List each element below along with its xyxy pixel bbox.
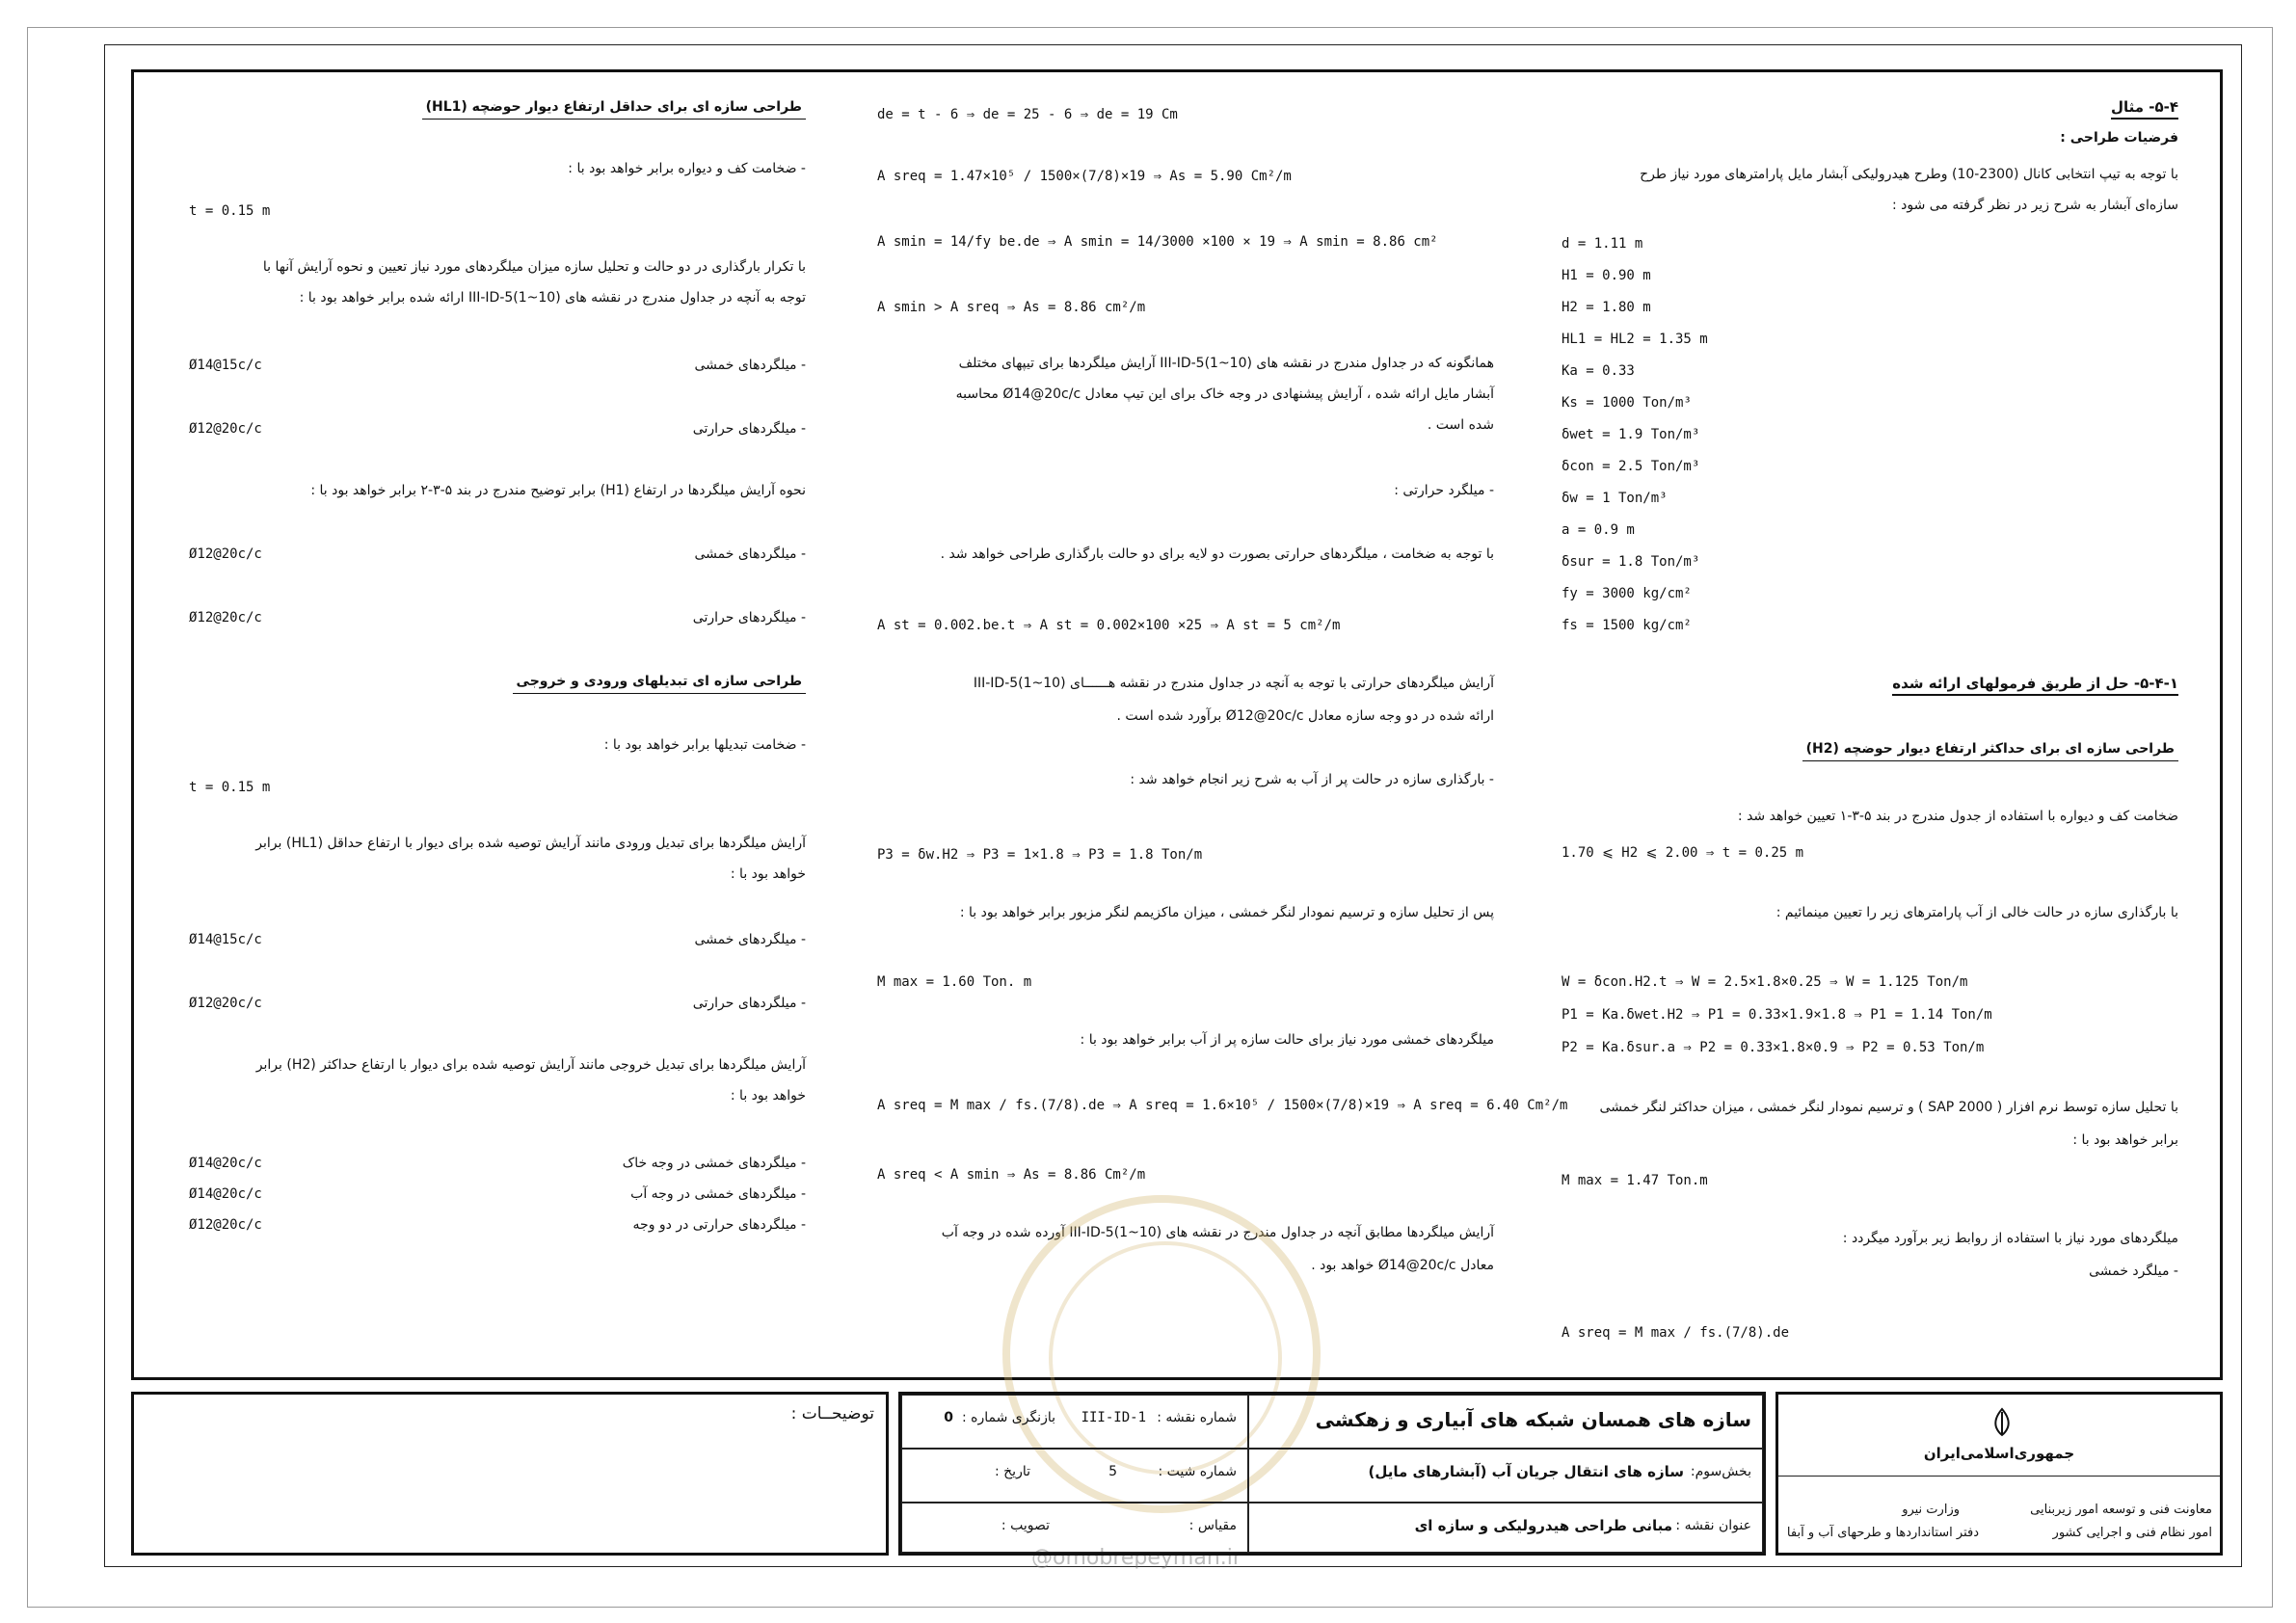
thermal-label: - میلگرد حرارتی : [1394,483,1494,498]
param-dw: δw = 1 Ton/m³ [1562,491,1668,506]
param-fs: fs = 1500 kg/cm² [1562,618,1692,633]
rebar-row-value: Ø12@20c/c [189,610,262,625]
map-title-label: عنوان نقشه : [1675,1518,1751,1533]
org-right-1: وزارت نیرو [1902,1503,1960,1517]
repeat-line-1: با تکرار بارگذاری در دو حالت و تحلیل سازه میزان میلگردهای مورد نیاز تعیین و نحوه آرایش آنها با [262,259,806,275]
para2-line-1: آرایش میلگردهای حرارتی با توجه به آنچه در جداول مندرج در نقشه هــــــای III-ID-5(1~10) [973,676,1494,691]
para1-line-2: آبشار مایل ارائه شده ، آرایش پیشنهادی در وجه خاک برای این تیپ معادل Ø14@20c/c محاسبه [955,386,1494,402]
para1-line-1: همانگونه که در جداول مندرج در نقشه های III-ID-5(1~10) آرایش میلگردها برای تیپهای مختلف [958,356,1494,371]
rebar-row-value: Ø12@20c/c [189,1217,262,1233]
notes-box [131,1392,889,1556]
inlet-line-1: آرایش میلگردها برای تبدیل ورودی مانند آرایش توصیه شده برای دیوار با ارتفاع حداقل (HL1) برابر [255,836,806,851]
de-formula: de = t - 6 ⇒ de = 25 - 6 ⇒ de = 19 Cm [877,107,1178,122]
rebar-row-label: - میلگردهای حرارتی در دو وجه [632,1217,806,1233]
rebar-row-value: Ø14@15c/c [189,358,262,373]
transition-title: طراحی سازه ای تبدیلهای ورودی و خروجی [513,671,806,694]
main-title: سازه های همسان شبکه های آبیاری و زهکشی [1315,1408,1751,1431]
thermal-text: با توجه به ضخامت ، میلگردهای حرارتی بصورت دو لایه برای دو حالت بارگذاری طراحی خواهد شد . [940,546,1494,562]
h2-design-title: طراحی سازه ای برای حداکثر ارتفاع دیوار حوضچه (H2) [1802,738,2178,761]
load-formula-w: W = δcon.H2.t ⇒ W = 2.5×1.8×0.25 ⇒ W = 1.125 Ton/m [1562,974,1968,990]
para3-line-2: معادل Ø14@20c/c خواهد بود . [1311,1258,1494,1273]
rebar-row-value: Ø14@20c/c [189,1156,262,1171]
rebar-needed: میلگردهای مورد نیاز با استفاده از روابط زیر برآورد میگردد : [1842,1231,2178,1246]
org-right-2: دفتر استانداردها و طرحهای آب و آبفا [1786,1526,1979,1540]
mmax-2: M max = 1.60 Ton. m [877,974,1032,990]
section-label: بخش‌سوم: [1690,1464,1751,1479]
loading-text: با بارگذاری سازه در حالت خالی از آب پارامترهای زیر را تعیین مینمائیم : [1775,905,2178,920]
date-label: تاریخ : [994,1464,1030,1479]
rebar-row-value: Ø12@20c/c [189,546,262,562]
rebar-row-label: - میلگردهای خمشی [694,546,806,562]
water-load: - بارگذاری سازه در حالت پر از آب به شرح زیر انجام خواهد شد : [1130,772,1494,787]
thickness-formula: 1.70 ⩽ H2 ⩽ 2.00 ⇒ t = 0.25 m [1562,845,1804,861]
left-column [189,89,806,1370]
t-value-2: t = 0.15 m [189,780,271,795]
param-fy: fy = 3000 kg/cm² [1562,586,1692,601]
param-ks: Ks = 1000 Ton/m³ [1562,395,1692,411]
example-heading: ۵-۴- مثال [2111,98,2178,120]
h1-text: نحوه آرایش میلگردها در ارتفاع (H1) برابر توضیح مندرج در بند ۵-۳-۲ برابر خواهد بود با : [310,483,806,498]
para2-line-2: ارائه شده در دو وجه سازه معادل Ø12@20c/c برآورد شده است . [1116,708,1494,724]
param-a: a = 0.9 m [1562,522,1635,538]
asreq-1: A sreq = 1.47×10⁵ / 1500×(7/8)×19 ⇒ As = 5.90 Cm²/m [877,169,1292,184]
para1-line-3: شده است . [1427,417,1494,433]
middle-column [877,89,1568,1370]
hl1-design-title: طراحی سازه ای برای حداقل ارتفاع دیوار حوضچه (HL1) [422,96,806,120]
rebar-row-label: - میلگردهای حرارتی [692,421,806,437]
load-formula-p1: P1 = Ka.δwet.H2 ⇒ P1 = 0.33×1.9×1.8 ⇒ P1 = 1.14 Ton/m [1562,1007,1992,1023]
transition-thickness: - ضخامت تبدیلها برابر خواهد بود با : [603,737,806,753]
param-hl: HL1 = HL2 = 1.35 m [1562,332,1708,347]
sheet-no-label: شماره شیت : [1158,1464,1237,1479]
org-left-2: امور نظام فنی و اجرایی کشور [2052,1526,2212,1540]
approval-label: تصویب : [1001,1518,1050,1533]
right-column [1562,89,2178,1370]
sheet-no-value: 5 [1108,1464,1117,1479]
param-dsur: δsur = 1.8 Ton/m³ [1562,554,1700,570]
title-info-box [898,1392,1766,1556]
rebar-row-label: - میلگردهای خمشی در وجه آب [630,1186,806,1202]
para3-line-1: آرایش میلگردها مطابق آنچه در جداول مندرج در نقشه های III-ID-5(1~10) آورده شده در وجه آب [941,1225,1494,1240]
intro-line-1: با توجه به تیپ انتخابی کانال (2300-10) وطرح هیدرولیکی آبشار مایل پارامترهای مورد نیاز طرح [1640,167,2178,182]
param-ka: Ka = 0.33 [1562,363,1635,379]
asreq-formula: A sreq = M max / fs.(7/8).de [1562,1325,1790,1341]
rebar-row-value: Ø12@20c/c [189,421,262,437]
rebar-row-value: Ø12@20c/c [189,996,262,1011]
ast-formula: A st = 0.002.be.t ⇒ A st = 0.002×100 ×25 ⇒ A st = 5 cm²/m [877,618,1341,633]
inlet-line-2: خواهد بود با : [730,866,806,882]
intro-line-2: سازه‌ای آبشار به شرح زیر در نظر گرفته می شود : [1891,198,2178,213]
rebar-row-label: - میلگردهای حرارتی [692,610,806,625]
bending-label: - میلگرد خمشی [2089,1264,2178,1279]
rebar-row-value: Ø14@20c/c [189,1186,262,1202]
rebar-row-label: - میلگردهای خمشی در وجه خاک [622,1156,806,1171]
emblem-icon [1986,1406,2018,1439]
rebar-row-label: - میلگردهای خمشی [694,932,806,947]
compare-1: A smin > A sreq ⇒ As = 8.86 cm²/m [877,300,1146,315]
param-dwet: δwet = 1.9 Ton/m³ [1562,427,1700,442]
p3-formula: P3 = δw.H2 ⇒ P3 = 1×1.8 ⇒ P3 = 1.8 Ton/m [877,847,1203,863]
outlet-line-2: خواهد بود با : [730,1088,806,1104]
thickness-text: ضخامت کف و دیواره با استفاده از جدول مندرج در بند ۵-۳-۱ تعیین خواهد شد : [1737,809,2178,824]
asreq-2: A sreq = M max / fs.(7/8).de ⇒ A sreq = 1.6×10⁵ / 1500×(7/8)×19 ⇒ A sreq = 6.40 Cm²/m [877,1098,1568,1113]
watermark-url: @omobrepeyman.ir [1031,1546,1241,1570]
assumptions-title: فرضیات طراحی : [2060,130,2178,146]
section-heading: ۵-۴-۱- حل از طریق فرمولهای ارائه شده [1892,675,2178,696]
analysis-line-1: با تحلیل سازه توسط نرم افزار ( SAP 2000 ) و ترسیم نمودار لنگر خمشی ، میزان حداکثر لنگر خمشی [1599,1100,2178,1115]
org-box [1775,1392,2223,1556]
param-dcon: δcon = 2.5 Ton/m³ [1562,459,1700,474]
asmin-1: A smin = 14/fy be.de ⇒ A smin = 14/3000 ×100 × 19 ⇒ A smin = 8.86 cm² [877,234,1438,250]
scale-label: مقیاس : [1188,1518,1237,1533]
notes-label: توضیحــات : [790,1404,874,1423]
analysis-line-2: برابر خواهد بود با : [2072,1132,2178,1148]
hl1-thickness-text: - ضخامت کف و دیواره برابر خواهد بود با : [568,161,806,176]
repeat-line-2: توجه به آنچه در جداول مندرج در نقشه های III-ID-5(1~10) ارائه شده برابر خواهد بود با : [299,290,806,306]
param-d: d = 1.11 m [1562,236,1643,252]
compare-2: A sreq < A smin ⇒ As = 8.86 Cm²/m [877,1167,1146,1183]
rebar-row-value: Ø14@15c/c [189,932,262,947]
drawing-no-value: III-ID-1 [1081,1410,1146,1425]
org-left-1: معاونت فنی و توسعه امور زیربنایی [2030,1503,2212,1517]
rebar-row-label: - میلگردهای حرارتی [692,996,806,1011]
mmax-value: M max = 1.47 Ton.m [1562,1173,1708,1188]
section-value: سازه های انتقال جریان آب (آبشارهای مایل) [1368,1463,1684,1480]
drawing-no-label: شماره نقشه : [1157,1410,1237,1425]
t-value-1: t = 0.15 m [189,203,271,219]
bending-needed: میلگردهای خمشی مورد نیاز برای حالت سازه پر از آب برابر خواهد بود با : [1080,1032,1494,1048]
param-h1: H1 = 0.90 m [1562,268,1651,283]
map-title-value: مبانی طراحی هیدرولیکی و سازه ای [1414,1517,1672,1534]
country-name: جمهوری‌اسلامی‌ایران [1923,1445,2075,1462]
revision-value: 0 [944,1410,953,1425]
after-analysis: پس از تحلیل سازه و ترسیم نمودار لنگر خمشی ، میزان ماکزیمم لنگر مزبور برابر خواهد بود با : [959,905,1494,920]
outlet-line-1: آرایش میلگردها برای تبدیل خروجی مانند آرایش توصیه شده برای دیوار با ارتفاع حداکثر (H2) برابر [255,1057,806,1073]
rebar-row-label: - میلگردهای خمشی [694,358,806,373]
load-formula-p2: P2 = Ka.δsur.a ⇒ P2 = 0.33×1.8×0.9 ⇒ P2 = 0.53 Ton/m [1562,1040,1985,1055]
revision-label: بازنگری شماره : [961,1410,1055,1425]
param-h2: H2 = 1.80 m [1562,300,1651,315]
